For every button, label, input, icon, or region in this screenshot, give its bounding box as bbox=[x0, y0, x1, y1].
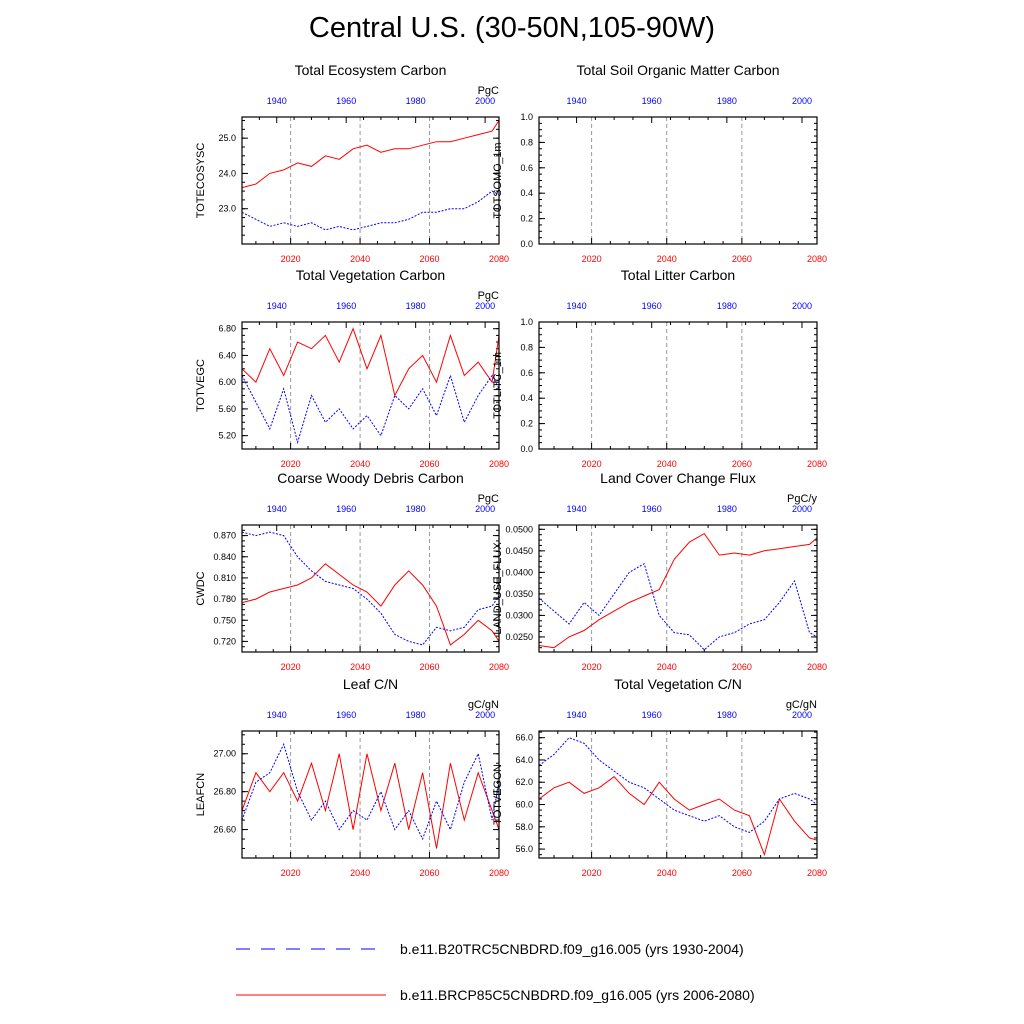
x-tick-label-bottom: 2080 bbox=[806, 254, 828, 264]
y-tick-label: 0.780 bbox=[213, 594, 236, 605]
y-axis-label: LEAFCN bbox=[195, 772, 207, 817]
x-tick-label-top: 2000 bbox=[791, 96, 812, 106]
x-tick-label-top: 2000 bbox=[475, 96, 496, 106]
plot-frame bbox=[242, 525, 499, 652]
y-tick-label: 0.840 bbox=[213, 551, 236, 562]
units-label: gC/gN bbox=[467, 699, 499, 711]
x-tick-label-top: 1960 bbox=[641, 301, 662, 311]
y-axis-label: CWDC bbox=[195, 571, 207, 606]
x-tick-label-bottom: 2080 bbox=[488, 868, 510, 878]
y-axis-label: TOTSOMC_1m bbox=[492, 142, 504, 219]
x-tick-label-top: 1980 bbox=[716, 301, 737, 311]
x-tick-label-top: 1960 bbox=[336, 96, 357, 106]
series-future bbox=[242, 329, 499, 396]
panel-7 bbox=[195, 676, 509, 878]
y-axis-label: LAND_USE_FLUX bbox=[492, 542, 504, 635]
x-tick-label-bottom: 2040 bbox=[656, 459, 677, 469]
series-future bbox=[539, 777, 817, 855]
y-tick-label: 0.6 bbox=[520, 367, 533, 378]
x-tick-label-top: 1960 bbox=[641, 504, 662, 514]
x-tick-label-bottom: 2020 bbox=[280, 868, 301, 878]
plot-frame bbox=[242, 322, 499, 449]
y-tick-label: 56.0 bbox=[515, 844, 533, 855]
y-tick-label: 5.20 bbox=[218, 430, 236, 441]
panel-title: Land Cover Change Flux bbox=[600, 470, 756, 486]
x-tick-label-bottom: 2040 bbox=[656, 662, 677, 672]
x-tick-label-bottom: 2060 bbox=[731, 459, 752, 469]
x-tick-label-bottom: 2020 bbox=[280, 459, 301, 469]
units-label: PgC/y bbox=[787, 493, 817, 505]
x-tick-label-top: 1960 bbox=[336, 301, 357, 311]
y-tick-label: 0.0 bbox=[520, 444, 533, 454]
units-label: PgC bbox=[477, 290, 499, 302]
y-tick-label: 0.4 bbox=[520, 188, 533, 199]
units-label: PgC bbox=[477, 493, 499, 505]
x-tick-label-bottom: 2040 bbox=[350, 459, 371, 469]
y-axis-label: TOTLITC_1m bbox=[492, 351, 504, 420]
x-tick-label-bottom: 2020 bbox=[581, 662, 602, 672]
y-tick-label: 0.750 bbox=[213, 615, 236, 626]
panel-title: Total Ecosystem Carbon bbox=[294, 62, 447, 78]
y-tick-label: 5.60 bbox=[218, 403, 236, 414]
x-tick-label-top: 1980 bbox=[716, 504, 737, 514]
x-tick-label-top: 1980 bbox=[405, 710, 426, 720]
x-tick-label-top: 1980 bbox=[716, 96, 737, 106]
panel-1 bbox=[195, 62, 509, 264]
plot-frame bbox=[242, 117, 499, 244]
y-tick-label: 1.0 bbox=[520, 112, 533, 122]
x-tick-label-top: 1960 bbox=[641, 710, 662, 720]
y-axis-label: TOTECOSYSC bbox=[195, 142, 207, 219]
series-future bbox=[242, 121, 499, 188]
x-tick-label-top: 1940 bbox=[566, 504, 587, 514]
y-tick-label: 0.8 bbox=[520, 137, 533, 148]
x-tick-label-top: 2000 bbox=[791, 301, 812, 311]
plot-frame bbox=[539, 731, 817, 858]
y-tick-label: 0.0250 bbox=[505, 631, 533, 642]
panel-title: Leaf C/N bbox=[342, 676, 399, 692]
y-tick-label: 66.0 bbox=[515, 732, 533, 743]
panel-title: Total Litter Carbon bbox=[620, 267, 736, 283]
x-tick-label-bottom: 2080 bbox=[806, 868, 828, 878]
y-tick-label: 0.2 bbox=[520, 213, 533, 224]
x-tick-label-top: 1940 bbox=[566, 301, 587, 311]
x-tick-label-top: 2000 bbox=[475, 504, 496, 514]
y-tick-label: 58.0 bbox=[515, 821, 533, 832]
x-tick-label-top: 1940 bbox=[566, 96, 587, 106]
series-future bbox=[539, 534, 817, 648]
x-tick-label-bottom: 2040 bbox=[350, 662, 371, 672]
x-tick-label-bottom: 2080 bbox=[806, 662, 828, 672]
x-tick-label-bottom: 2020 bbox=[581, 459, 602, 469]
x-tick-label-top: 1940 bbox=[266, 301, 287, 311]
x-tick-label-top: 1960 bbox=[336, 504, 357, 514]
x-tick-label-bottom: 2020 bbox=[581, 868, 602, 878]
x-tick-label-top: 1940 bbox=[266, 710, 287, 720]
x-tick-label-bottom: 2040 bbox=[656, 254, 677, 264]
y-tick-label: 0.0450 bbox=[505, 545, 533, 556]
x-tick-label-top: 1940 bbox=[566, 710, 587, 720]
y-tick-label: 0.6 bbox=[520, 162, 533, 173]
panel-2 bbox=[492, 62, 827, 264]
units-label: gC/gN bbox=[785, 699, 817, 711]
x-tick-label-bottom: 2080 bbox=[488, 662, 510, 672]
x-tick-label-top: 1980 bbox=[405, 96, 426, 106]
y-tick-label: 0.0 bbox=[520, 239, 533, 249]
series-historical bbox=[242, 532, 499, 645]
panel-title: Total Vegetation C/N bbox=[614, 676, 742, 692]
y-tick-label: 0.4 bbox=[520, 393, 533, 404]
series-future bbox=[242, 564, 499, 645]
y-tick-label: 23.0 bbox=[218, 203, 236, 214]
figure-title: Central U.S. (30-50N,105-90W) bbox=[308, 12, 716, 44]
y-tick-label: 26.80 bbox=[213, 786, 236, 797]
series-historical bbox=[242, 744, 499, 839]
panel-title: Total Vegetation Carbon bbox=[295, 267, 446, 283]
y-tick-label: 0.0300 bbox=[505, 610, 533, 621]
y-tick-label: 25.0 bbox=[218, 133, 236, 144]
x-tick-label-bottom: 2020 bbox=[280, 254, 301, 264]
y-axis-label: TOTVEGCN bbox=[492, 764, 504, 825]
y-tick-label: 62.0 bbox=[515, 777, 533, 788]
series-future bbox=[242, 754, 499, 849]
y-tick-label: 0.0500 bbox=[505, 524, 533, 535]
y-tick-label: 27.00 bbox=[213, 748, 236, 759]
y-tick-label: 1.0 bbox=[520, 317, 533, 327]
plot-frame bbox=[539, 322, 817, 449]
panel-8 bbox=[492, 676, 827, 878]
series-historical bbox=[539, 564, 817, 650]
x-tick-label-top: 1960 bbox=[336, 710, 357, 720]
legend-label-historical: b.e11.B20TRC5CNBDRD.f09_g16.005 (yrs 1930-2004) bbox=[400, 941, 744, 957]
x-tick-label-bottom: 2060 bbox=[731, 868, 752, 878]
x-tick-label-bottom: 2060 bbox=[419, 254, 440, 264]
x-tick-label-bottom: 2060 bbox=[419, 662, 440, 672]
panel-title: Coarse Woody Debris Carbon bbox=[277, 470, 464, 486]
x-tick-label-bottom: 2080 bbox=[806, 459, 828, 469]
legend-label-future: b.e11.BRCP85C5CNBDRD.f09_g16.005 (yrs 2006-2080) bbox=[400, 987, 755, 1003]
y-tick-label: 0.720 bbox=[213, 636, 236, 647]
series-historical bbox=[539, 738, 817, 833]
panel-3 bbox=[195, 267, 509, 469]
x-tick-label-top: 1940 bbox=[266, 504, 287, 514]
x-tick-label-bottom: 2060 bbox=[731, 662, 752, 672]
x-tick-label-bottom: 2080 bbox=[488, 459, 510, 469]
plot-frame bbox=[539, 117, 817, 244]
panel-title: Total Soil Organic Matter Carbon bbox=[576, 62, 780, 78]
x-tick-label-bottom: 2020 bbox=[280, 662, 301, 672]
x-tick-label-bottom: 2040 bbox=[350, 254, 371, 264]
y-tick-label: 64.0 bbox=[515, 754, 533, 765]
y-tick-label: 6.80 bbox=[218, 323, 236, 334]
y-axis-label: TOTVEGC bbox=[195, 359, 207, 412]
y-tick-label: 0.810 bbox=[213, 572, 236, 583]
panel-5 bbox=[195, 470, 509, 672]
y-tick-label: 6.00 bbox=[218, 377, 236, 388]
x-tick-label-top: 1980 bbox=[716, 710, 737, 720]
x-tick-label-top: 1980 bbox=[405, 504, 426, 514]
units-label: PgC bbox=[477, 85, 499, 97]
x-tick-label-top: 2000 bbox=[791, 504, 812, 514]
x-tick-label-bottom: 2060 bbox=[731, 254, 752, 264]
y-tick-label: 0.0400 bbox=[505, 567, 533, 578]
x-tick-label-top: 2000 bbox=[475, 301, 496, 311]
x-tick-label-bottom: 2040 bbox=[656, 868, 677, 878]
x-tick-label-top: 1980 bbox=[405, 301, 426, 311]
x-tick-label-top: 2000 bbox=[791, 710, 812, 720]
x-tick-label-bottom: 2020 bbox=[581, 254, 602, 264]
y-tick-label: 26.60 bbox=[213, 824, 236, 835]
x-tick-label-top: 2000 bbox=[475, 710, 496, 720]
x-tick-label-bottom: 2080 bbox=[488, 254, 510, 264]
x-tick-label-top: 1940 bbox=[266, 96, 287, 106]
series-historical bbox=[242, 376, 499, 443]
y-tick-label: 24.0 bbox=[218, 168, 236, 179]
y-tick-label: 6.40 bbox=[218, 350, 236, 361]
x-tick-label-top: 1960 bbox=[641, 96, 662, 106]
panel-6 bbox=[492, 470, 827, 672]
series-historical bbox=[242, 191, 499, 230]
x-tick-label-bottom: 2060 bbox=[419, 459, 440, 469]
x-tick-label-bottom: 2040 bbox=[350, 868, 371, 878]
y-tick-label: 0.8 bbox=[520, 342, 533, 353]
x-tick-label-bottom: 2060 bbox=[419, 868, 440, 878]
y-tick-label: 0.0350 bbox=[505, 588, 533, 599]
y-tick-label: 0.870 bbox=[213, 530, 236, 541]
y-tick-label: 60.0 bbox=[515, 799, 533, 810]
panel-4 bbox=[492, 267, 827, 469]
y-tick-label: 0.2 bbox=[520, 418, 533, 429]
